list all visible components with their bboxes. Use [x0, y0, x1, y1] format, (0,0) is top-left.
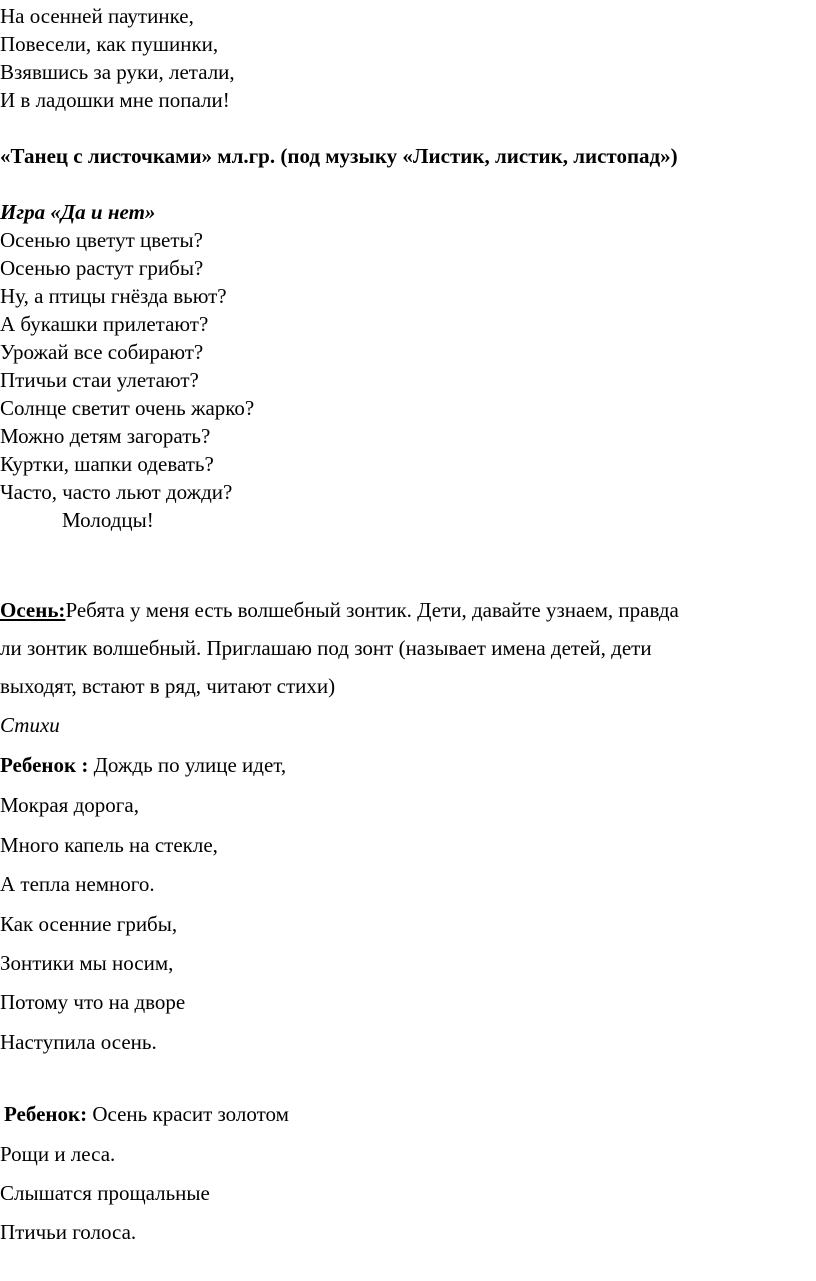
dance-heading: «Танец с листочками» мл.гр. (под музыку «Листик, листик, листопад») — [0, 144, 678, 168]
speech-text: Ребята у меня есть волшебный зонтик. Дети, давайте узнаем, правда — [65, 598, 679, 622]
autumn-speech-line-1 — [0, 600, 679, 621]
verse-text: Осень красит золотом — [87, 1102, 289, 1126]
verse-line: Зонтики мы носим, — [0, 951, 174, 975]
game-question: Осенью растут грибы? — [0, 256, 204, 280]
verse-line: А тепла немного. — [0, 872, 155, 896]
game-question: Урожай все собирают? — [0, 340, 204, 364]
speaker-autumn: Осень: — [0, 598, 66, 622]
poem-line: И в ладошки мне попали! — [0, 88, 230, 112]
game-question: А букашки прилетают? — [0, 312, 209, 336]
verse-line: Рощи и леса. — [0, 1142, 116, 1166]
poems-label: Стихи — [0, 713, 60, 737]
verse-line: Как осенние грибы, — [0, 912, 178, 936]
game-question: Птичьи стаи улетают? — [0, 368, 199, 392]
poem-line: Повесели, как пушинки, — [0, 32, 219, 56]
verse-line: Мокрая дорога, — [0, 793, 139, 817]
child2-first-line — [4, 1104, 289, 1125]
autumn-speech-line-3: выходят, встают в ряд, читают стихи) — [0, 674, 336, 698]
game-question: Осенью цветут цветы? — [0, 228, 203, 252]
game-ending: Молодцы! — [62, 508, 154, 532]
poem-line: Взявшись за руки, летали, — [0, 60, 235, 84]
game-question: Куртки, шапки одевать? — [0, 452, 214, 476]
poem-line: На осенней паутинке, — [0, 4, 194, 28]
speaker-child: Ребенок: — [4, 1102, 88, 1126]
verse-line: Потому что на дворе — [0, 990, 186, 1014]
verse-line: Много капель на стекле, — [0, 833, 218, 857]
verse-line: Птичьи голоса. — [0, 1220, 137, 1244]
verse-text: Дождь по улице идет, — [88, 753, 287, 777]
game-title: Игра «Да и нет» — [0, 200, 156, 224]
verse-line: Наступила осень. — [0, 1030, 157, 1054]
game-question: Можно детям загорать? — [0, 424, 211, 448]
autumn-speech-line-2: ли зонтик волшебный. Приглашаю под зонт (называет имена детей, дети — [0, 636, 652, 660]
verse-line: Слышатся прощальные — [0, 1181, 210, 1205]
game-question: Ну, а птицы гнёзда вьют? — [0, 284, 227, 308]
speaker-child: Ребенок : — [0, 753, 89, 777]
game-question: Часто, часто льют дожди? — [0, 480, 233, 504]
child1-first-line — [0, 755, 286, 776]
game-question: Солнце светит очень жарко? — [0, 396, 255, 420]
